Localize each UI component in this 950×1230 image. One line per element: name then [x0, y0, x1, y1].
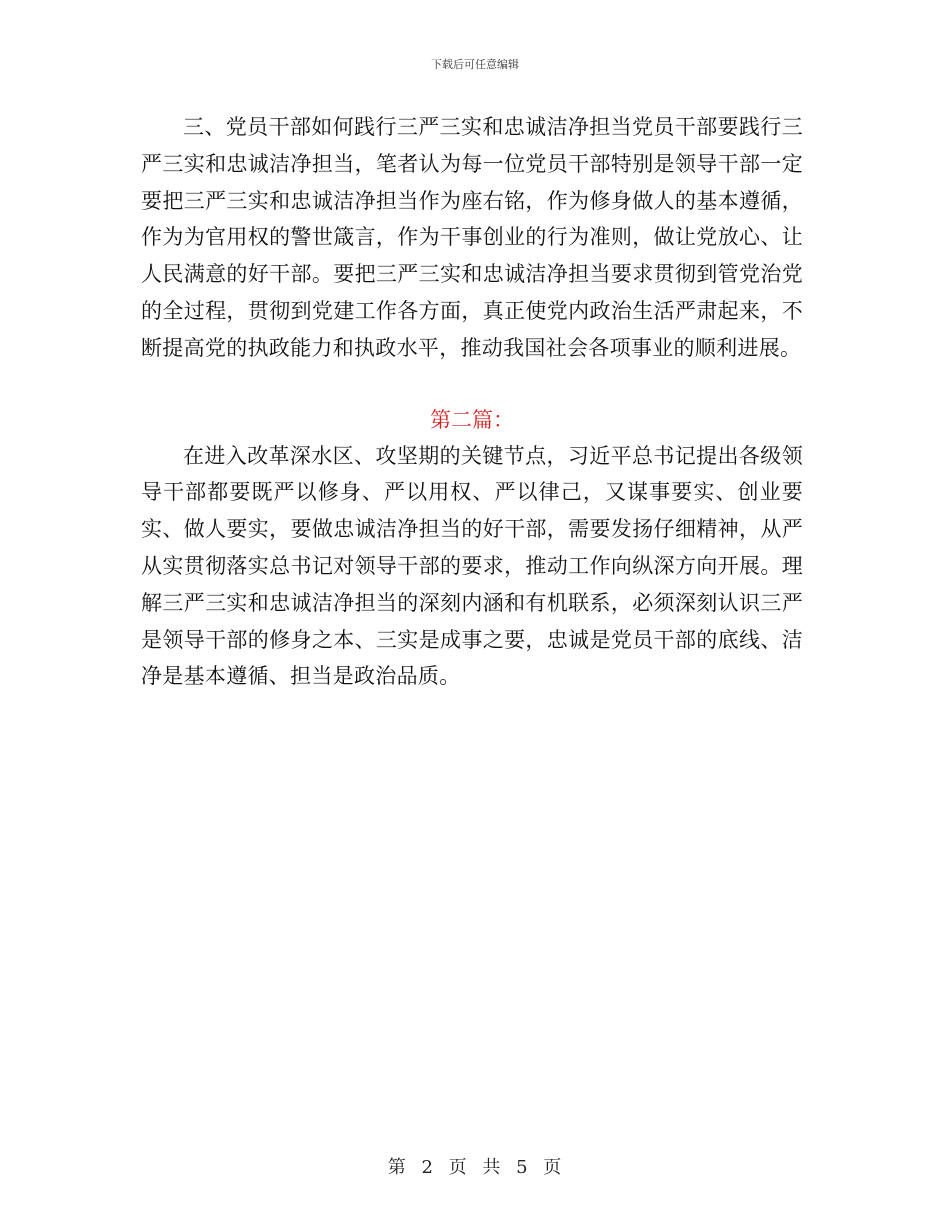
paragraph-2: 在进入改革深水区、攻坚期的关键节点，习近平总书记提出各级领导干部都要既严以修身、严以用权、严以律己，又谋事要实、创业要实、做人要实，要做忠诚洁净担当的好干部，需要发扬仔细精神，从严从实贯彻落实总书记对领导干部的要求，推动工作向纵深方向开展。理解三严三实和忠诚洁净担当的深刻内涵和有机联系，必须深刻认识三严是领导干部的修身之本、三实是成事之要，忠诚是党员干部的底线、洁净是基本遵循、担当是政治品质。 [141, 443, 803, 689]
page-footer [0, 1153, 950, 1179]
footer-suffix: 页 [543, 1157, 563, 1178]
footer-total-label: 共 [482, 1157, 502, 1178]
section-heading: 第二篇： [430, 407, 514, 432]
document-body [141, 109, 803, 695]
footer-prefix: 第 [387, 1157, 407, 1178]
footer-page-label: 页 [448, 1157, 468, 1178]
header-note: 下载后可任意编辑 [431, 58, 519, 71]
total-pages-number: 5 [516, 1157, 529, 1178]
paragraph-1: 三、党员干部如何践行三严三实和忠诚洁净担当党员干部要践行三严三实和忠诚洁净担当，笔者认为每一位党员干部特别是领导干部一定要把三严三实和忠诚洁净担当作为座右铭，作为修身做人的基本遵循，作为为官用权的警世箴言，作为干事创业的行为准则，做让党放心、让人民满意的好干部。要把三严三实和忠诚洁净担当要求贯彻到管党治党的全过程，贯彻到党建工作各方面，真正使党内政治生活严肃起来，不断提高党的执政能力和执政水平，推动我国社会各项事业的顺利进展。 [141, 115, 803, 360]
current-page-number: 2 [421, 1157, 434, 1178]
